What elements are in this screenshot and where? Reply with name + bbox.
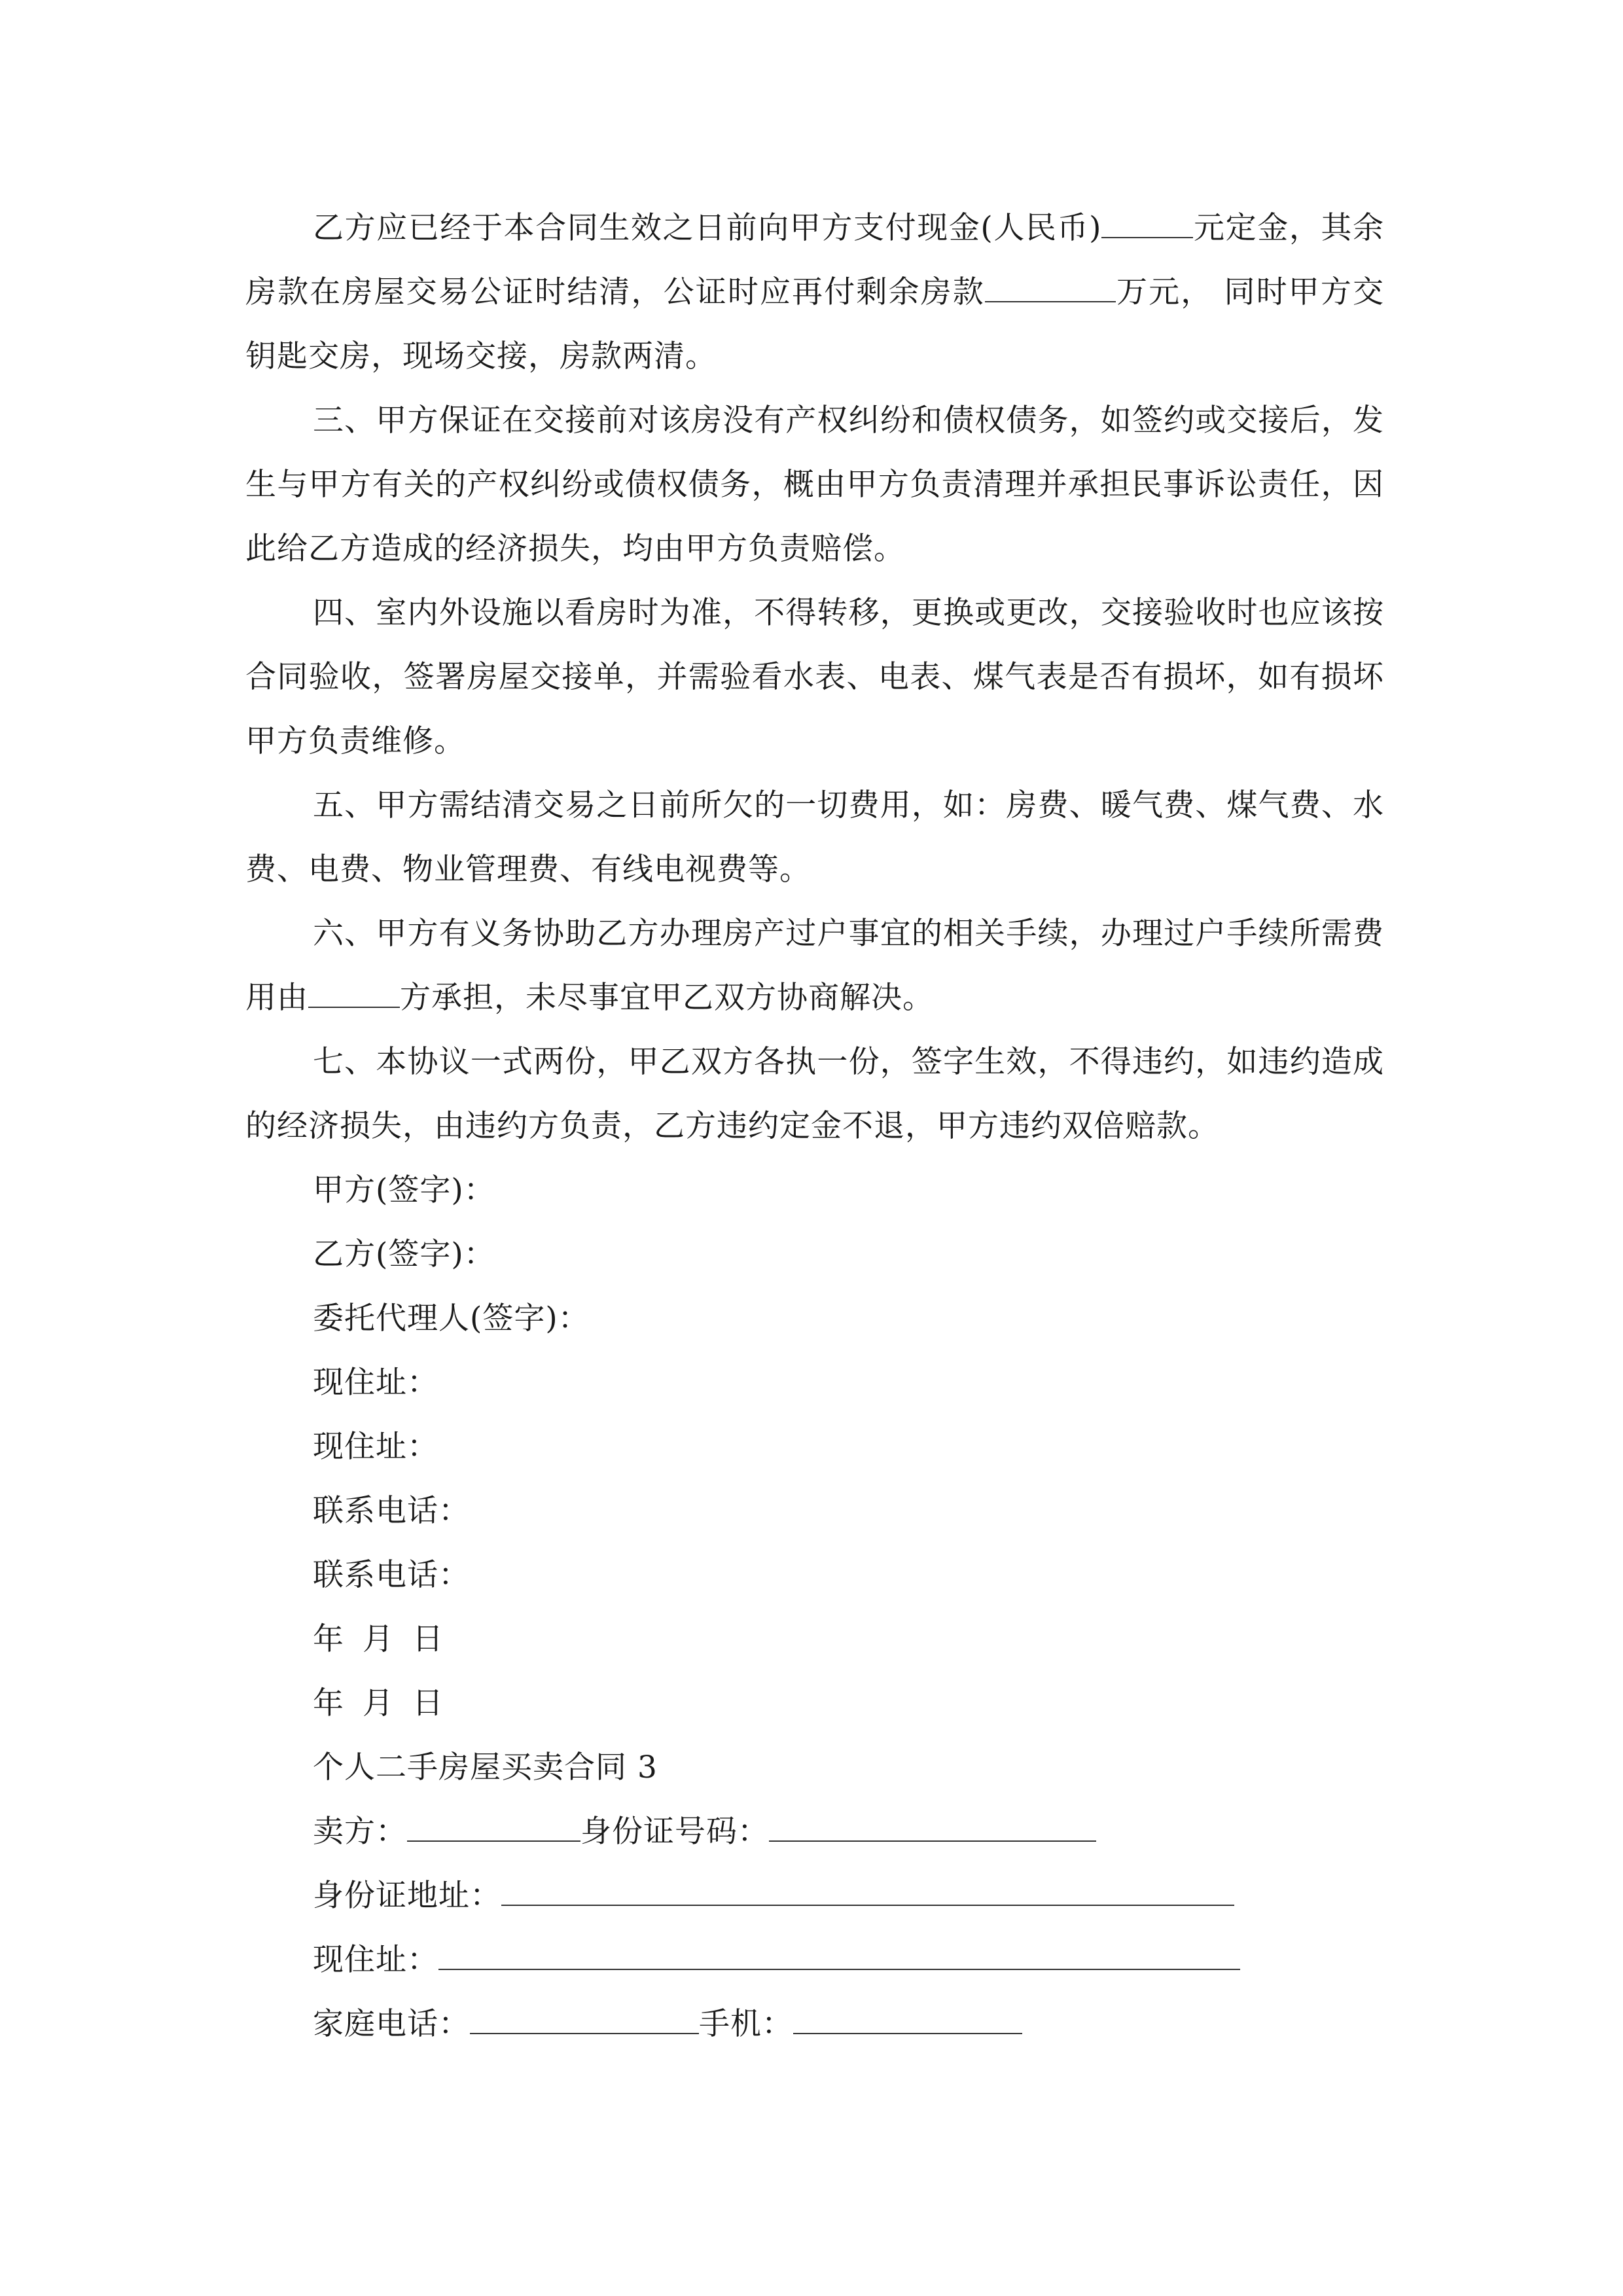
seller-line: [245, 1800, 1384, 1864]
id-address-blank[interactable]: [501, 1878, 1234, 1906]
phone-line: [245, 1992, 1384, 2056]
current-address-blank[interactable]: [438, 1943, 1240, 1970]
paragraph-clause-4: 四、室内外设施以看房时为准，不得转移，更换或更改，交接验收时也应该按合同验收，签署房屋交接单，并需验看水表、电表、煤气表是否有损坏，如有损坏甲方负责维修。: [245, 595, 1384, 759]
home-phone-label: 家庭电话：: [313, 2006, 470, 2042]
signature-party-a: 甲方(签字)：: [313, 1172, 495, 1208]
address-line-1: 现住址：: [313, 1365, 438, 1401]
id-number-label: 身份证号码：: [580, 1814, 769, 1850]
deposit-amount-blank[interactable]: [1101, 211, 1193, 238]
seller-name-blank[interactable]: [407, 1814, 580, 1842]
date-line-1: [245, 1607, 1384, 1672]
payment-text-1: 乙方应已经于本合同生效之日前向甲方支付现金(人民币): [313, 210, 1102, 246]
paragraph-clause-6: [245, 902, 1384, 1030]
signature-agent: 委托代理人(签字)：: [313, 1300, 590, 1336]
current-address-line: [245, 1928, 1384, 1992]
seller-label: 卖方：: [313, 1814, 407, 1850]
home-phone-blank[interactable]: [470, 2007, 699, 2034]
mobile-blank[interactable]: [793, 2007, 1022, 2034]
address-line-2: 现住址：: [313, 1429, 438, 1465]
id-address-label: 身份证地址：: [313, 1878, 501, 1914]
date-year: 年: [313, 1621, 344, 1657]
payment-text-2: 元定金，其余房款在房屋交易公证时结清，公证时应再付剩余房款: [245, 210, 1385, 310]
contract-3-title: 个人二手房屋买卖合同 3: [313, 1749, 658, 1785]
date-month: 月: [363, 1685, 394, 1721]
clause-6-text-2: 方承担，未尽事宜甲乙双方协商解决。: [400, 980, 934, 1016]
paragraph-clause-3: 三、甲方保证在交接前对该房没有产权纠纷和债权债务，如签约或交接后，发生与甲方有关的产权纠纷或债权债务，概由甲方负责清理并承担民事诉讼责任，因此给乙方造成的经济损失，均由甲方负责赔偿。: [245, 403, 1384, 567]
fee-bearer-blank[interactable]: [308, 980, 400, 1008]
document-body: [245, 196, 1384, 2056]
phone-line-2: 联系电话：: [313, 1557, 470, 1593]
payment-text-3: 万元， 同时甲方交钥匙交房，现场交接，房款两清。: [245, 274, 1384, 374]
date-month: 月: [363, 1621, 394, 1657]
date-day: 日: [412, 1621, 444, 1657]
signature-party-b: 乙方(签字)：: [313, 1236, 495, 1272]
paragraph-clause-7: 七、本协议一式两份，甲乙双方各执一份，签字生效，不得违约，如违约造成的经济损失，由违约方负责，乙方违约定金不退，甲方违约双倍赔款。: [245, 1044, 1384, 1144]
id-address-line: [245, 1864, 1384, 1928]
current-address-label: 现住址：: [313, 1942, 438, 1978]
date-year: 年: [313, 1685, 344, 1721]
paragraph-clause-5: 五、甲方需结清交易之日前所欠的一切费用，如：房费、暖气费、煤气费、水费、电费、物业管理费、有线电视费等。: [245, 787, 1384, 888]
date-line-2: [245, 1672, 1384, 1736]
phone-line-1: 联系电话：: [313, 1493, 470, 1529]
paragraph-payment: [245, 196, 1384, 389]
date-day: 日: [412, 1685, 444, 1721]
id-number-blank[interactable]: [769, 1814, 1096, 1842]
clause-6-text-1: 六、甲方有义务协助乙方办理房产过户事宜的相关手续，办理过户手续所需费用由: [245, 916, 1384, 1016]
mobile-label: 手机：: [699, 2006, 793, 2042]
remaining-amount-blank[interactable]: [985, 275, 1116, 302]
